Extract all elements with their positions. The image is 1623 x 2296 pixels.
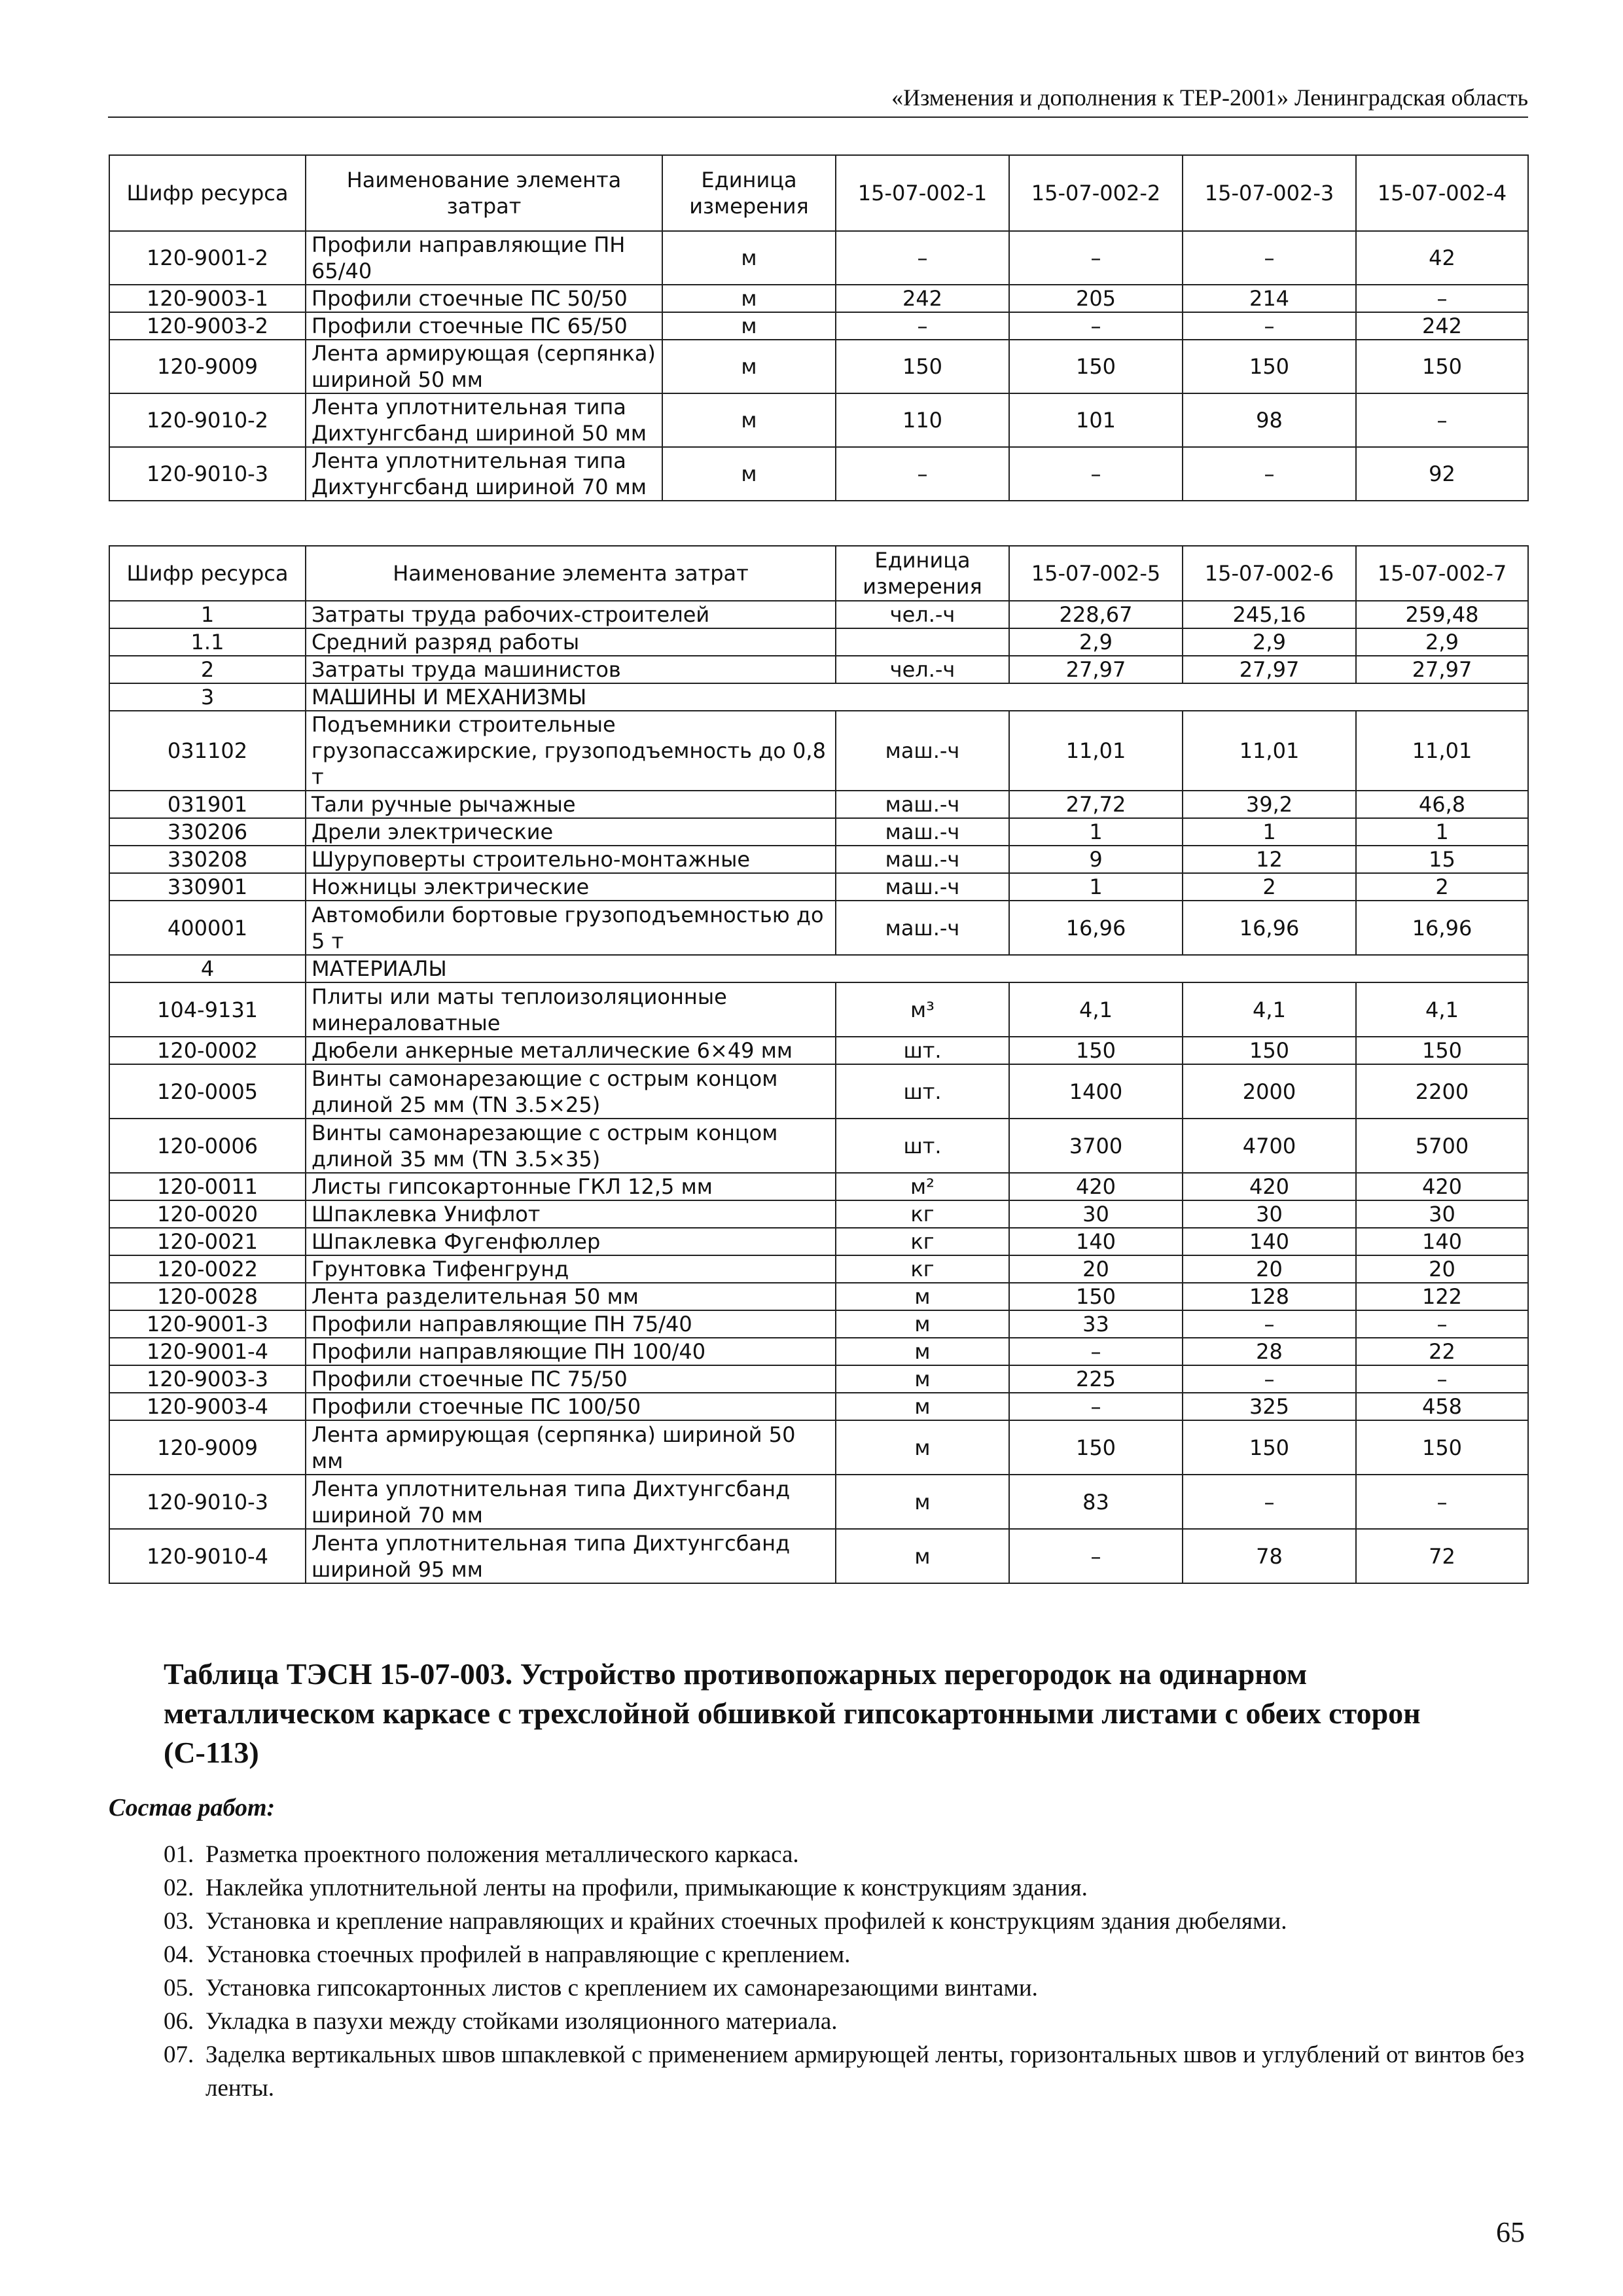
value-cell: 150 [1356,340,1528,393]
value-cell: 28 [1183,1338,1356,1365]
value-cell: 214 [1183,285,1356,312]
value-cell: 242 [836,285,1009,312]
resource-code-cell: 120-9001-4 [109,1338,306,1365]
resource-code-cell: 120-0020 [109,1200,306,1228]
cost-item-name-cell: Профили направляющие ПН 100/40 [306,1338,836,1365]
value-cell: 16,96 [1356,901,1528,955]
value-cell: – [1009,231,1183,285]
unit-cell: маш.-ч [836,901,1009,955]
resource-code-cell: 1 [109,601,306,628]
unit-cell: м [836,1338,1009,1365]
column-header: 15-07-002-7 [1356,546,1528,601]
value-cell: 2 [1183,873,1356,901]
table-header-row [109,155,1528,231]
table-row [109,1064,1528,1119]
unit-cell: м [836,1283,1009,1310]
resource-code-cell: 120-9009 [109,1420,306,1475]
step-number: 05. [164,1975,194,2001]
value-cell: 20 [1009,1255,1183,1283]
unit-cell: шт. [836,1119,1009,1173]
value-cell: 3700 [1009,1119,1183,1173]
value-cell: 420 [1009,1173,1183,1200]
cost-item-name-cell: Лента уплотнительная типа Дихтунгсбанд шириной 70 мм [306,447,662,501]
value-cell: 140 [1183,1228,1356,1255]
value-cell: 27,97 [1009,656,1183,683]
value-cell: 420 [1356,1173,1528,1200]
list-item [164,2005,1538,2038]
cost-item-name-cell: Лента армирующая (серпянка) шириной 50 мм [306,340,662,393]
resource-code-cell: 120-0006 [109,1119,306,1173]
table-row [109,393,1528,447]
cost-item-name-cell: Средний разряд работы [306,628,836,656]
table-row [109,955,1528,982]
table-row [109,340,1528,393]
running-header: «Изменения и дополнения к ТЕР-2001» Ленинградская область [108,84,1528,118]
cost-item-name-cell: Дюбели анкерные металлические 6×49 мм [306,1037,836,1064]
value-cell: – [1009,1529,1183,1583]
cost-item-name-cell: Профили стоечные ПС 75/50 [306,1365,836,1393]
resource-table-15-07-002-1-4 [109,154,1529,501]
unit-cell: м [662,340,836,393]
table-row [109,1529,1528,1583]
value-cell: 4,1 [1009,982,1183,1037]
unit-cell: шт. [836,1064,1009,1119]
cost-item-name-cell: Затраты труда рабочих-строителей [306,601,836,628]
table-row [109,1310,1528,1338]
cost-item-name-cell: Лента уплотнительная типа Дихтунгсбанд шириной 50 мм [306,393,662,447]
value-cell: 2200 [1356,1064,1528,1119]
value-cell: 150 [1356,1037,1528,1064]
value-cell: 4,1 [1356,982,1528,1037]
value-cell: 39,2 [1183,791,1356,818]
value-cell: 20 [1356,1255,1528,1283]
value-cell: 259,48 [1356,601,1528,628]
step-text: Установка стоечных профилей в направляющие с креплением. [205,1941,851,1968]
value-cell: 27,97 [1183,656,1356,683]
table-row [109,1393,1528,1420]
value-cell: – [1183,447,1356,501]
resource-code-cell: 120-9009 [109,340,306,393]
value-cell: 12 [1183,846,1356,873]
resource-code-cell: 120-0022 [109,1255,306,1283]
resource-code-cell: 330208 [109,846,306,873]
cost-item-name-cell: Лента армирующая (серпянка) шириной 50 мм [306,1420,836,1475]
value-cell: – [1009,1393,1183,1420]
list-item [164,1871,1538,1905]
value-cell: 325 [1183,1393,1356,1420]
table-row [109,982,1528,1037]
column-header: 15-07-002-4 [1356,155,1528,231]
value-cell: 11,01 [1183,711,1356,791]
table-row [109,818,1528,846]
cost-item-name-cell: Плиты или маты теплоизоляционные минераловатные [306,982,836,1037]
resource-code-cell: 120-9003-2 [109,312,306,340]
cost-item-name-cell: Лента разделительная 50 мм [306,1283,836,1310]
unit-cell: м [836,1529,1009,1583]
table-row [109,1228,1528,1255]
unit-cell: кг [836,1228,1009,1255]
value-cell: 150 [1183,1037,1356,1064]
cost-item-name-cell: Шпаклевка Фугенфюллер [306,1228,836,1255]
cost-item-name-cell: МАТЕРИАЛЫ [306,955,1528,982]
value-cell: 150 [1009,1283,1183,1310]
value-cell: – [1183,1365,1356,1393]
table-row [109,846,1528,873]
unit-cell: чел.-ч [836,601,1009,628]
list-item [164,1838,1538,1871]
value-cell: 205 [1009,285,1183,312]
resource-code-cell: 120-9010-3 [109,1475,306,1529]
list-item [164,1905,1538,1938]
unit-cell: м [662,285,836,312]
value-cell: – [1356,285,1528,312]
unit-cell: м [662,231,836,285]
value-cell: 30 [1009,1200,1183,1228]
resource-code-cell: 4 [109,955,306,982]
resource-code-cell: 120-9010-3 [109,447,306,501]
list-item [164,2038,1538,2105]
list-item [164,1971,1538,2005]
column-header: Единица измерения [836,546,1009,601]
unit-cell [836,628,1009,656]
step-number: 03. [164,1908,194,1935]
cost-item-name-cell: Винты самонарезающие с острым концом длиной 35 мм (TN 3.5×35) [306,1119,836,1173]
value-cell: 78 [1183,1529,1356,1583]
resource-code-cell: 120-9003-3 [109,1365,306,1393]
resource-table-15-07-002-5-7 [109,545,1529,1584]
step-text: Установка гипсокартонных листов с креплением их самонарезающими винтами. [205,1975,1038,2001]
value-cell: 1 [1183,818,1356,846]
table-row [109,285,1528,312]
resource-code-cell: 3 [109,683,306,711]
value-cell: 110 [836,393,1009,447]
unit-cell: кг [836,1255,1009,1283]
value-cell: – [1009,447,1183,501]
cost-item-name-cell: Затраты труда машинистов [306,656,836,683]
value-cell: 98 [1183,393,1356,447]
value-cell: 458 [1356,1393,1528,1420]
value-cell: – [836,312,1009,340]
value-cell: 16,96 [1009,901,1183,955]
value-cell: 33 [1009,1310,1183,1338]
value-cell: – [1356,1475,1528,1529]
value-cell: 72 [1356,1529,1528,1583]
step-text: Наклейка уплотнительной ленты на профили, примыкающие к конструкциям здания. [205,1874,1088,1901]
value-cell: 4,1 [1183,982,1356,1037]
resource-code-cell: 330206 [109,818,306,846]
value-cell: – [1183,1310,1356,1338]
value-cell: 83 [1009,1475,1183,1529]
resource-code-cell: 120-9010-4 [109,1529,306,1583]
table-row [109,628,1528,656]
step-number: 01. [164,1841,194,1868]
column-header: Наименование элемента затрат [306,546,836,601]
unit-cell: м [662,312,836,340]
step-text: Укладка в пазухи между стойками изоляционного материала. [205,2008,838,2035]
table-row [109,711,1528,791]
unit-cell: м [836,1310,1009,1338]
value-cell: 101 [1009,393,1183,447]
value-cell: 150 [1183,340,1356,393]
unit-cell: м [836,1393,1009,1420]
table-row [109,1119,1528,1173]
cost-item-name-cell: Грунтовка Тифенгрунд [306,1255,836,1283]
value-cell: – [1009,312,1183,340]
value-cell: – [1183,1475,1356,1529]
resource-code-cell: 120-0005 [109,1064,306,1119]
step-text: Разметка проектного положения металлического каркаса. [205,1841,799,1868]
resource-code-cell: 1.1 [109,628,306,656]
cost-item-name-cell: Профили стоечные ПС 50/50 [306,285,662,312]
resource-code-cell: 2 [109,656,306,683]
value-cell: 5700 [1356,1119,1528,1173]
column-header: 15-07-002-1 [836,155,1009,231]
table-row [109,1283,1528,1310]
value-cell: 150 [1009,1037,1183,1064]
value-cell: 9 [1009,846,1183,873]
resource-code-cell: 120-9003-4 [109,1393,306,1420]
resource-code-cell: 120-0021 [109,1228,306,1255]
resource-code-cell: 120-9003-1 [109,285,306,312]
value-cell: 245,16 [1183,601,1356,628]
cost-item-name-cell: Профили стоечные ПС 100/50 [306,1393,836,1420]
table-row [109,1365,1528,1393]
resource-code-cell: 400001 [109,901,306,955]
resource-code-cell: 120-0002 [109,1037,306,1064]
value-cell: – [836,231,1009,285]
unit-cell: маш.-ч [836,873,1009,901]
page-number: 65 [1496,2216,1525,2248]
value-cell: 140 [1356,1228,1528,1255]
table-row [109,873,1528,901]
work-steps-list [164,1838,1538,2105]
step-text: Заделка вертикальных швов шпаклевкой с применением армирующей ленты, горизонтальных швов и углублений от винтов без ленты. [205,2041,1525,2102]
step-number: 02. [164,1874,194,1901]
value-cell: 228,67 [1009,601,1183,628]
value-cell: 225 [1009,1365,1183,1393]
value-cell: 150 [1009,340,1183,393]
cost-item-name-cell: Профили направляющие ПН 65/40 [306,231,662,285]
step-number: 06. [164,2008,194,2035]
resource-code-cell: 031901 [109,791,306,818]
value-cell: 11,01 [1356,711,1528,791]
column-header: 15-07-002-3 [1183,155,1356,231]
value-cell: 27,72 [1009,791,1183,818]
section-title: Таблица ТЭСН 15-07-003. Устройство противопожарных перегородок на одинарном металлическом каркасе с трехслойной обшивкой гипсокартонными листами с обеих сторон (С-113) [164,1657,1421,1769]
value-cell: 1 [1356,818,1528,846]
resource-code-cell: 330901 [109,873,306,901]
table-row [109,601,1528,628]
resource-code-cell: 031102 [109,711,306,791]
value-cell: 1 [1009,818,1183,846]
unit-cell: кг [836,1200,1009,1228]
value-cell: – [836,447,1009,501]
value-cell: 27,97 [1356,656,1528,683]
table-row [109,1255,1528,1283]
value-cell: 11,01 [1009,711,1183,791]
unit-cell: м [836,1365,1009,1393]
value-cell: – [1009,1338,1183,1365]
column-header: Единица измерения [662,155,836,231]
value-cell: 92 [1356,447,1528,501]
column-header: Шифр ресурса [109,155,306,231]
column-header: 15-07-002-2 [1009,155,1183,231]
step-number: 07. [164,2041,194,2068]
cost-item-name-cell: МАШИНЫ И МЕХАНИЗМЫ [306,683,1528,711]
cost-item-name-cell: Тали ручные рычажные [306,791,836,818]
table-row [109,1420,1528,1475]
table-row [109,312,1528,340]
table-row [109,683,1528,711]
work-composition-heading: Состав работ: [109,1794,276,1821]
cost-item-name-cell: Листы гипсокартонные ГКЛ 12,5 мм [306,1173,836,1200]
unit-cell: маш.-ч [836,818,1009,846]
value-cell: 4700 [1183,1119,1356,1173]
unit-cell: маш.-ч [836,791,1009,818]
column-header: 15-07-002-5 [1009,546,1183,601]
unit-cell: м [836,1420,1009,1475]
resource-code-cell: 104-9131 [109,982,306,1037]
cost-item-name-cell: Шпаклевка Унифлот [306,1200,836,1228]
cost-item-name-cell: Профили стоечные ПС 65/50 [306,312,662,340]
value-cell: 46,8 [1356,791,1528,818]
table-row [109,1475,1528,1529]
value-cell: 242 [1356,312,1528,340]
unit-cell: маш.-ч [836,711,1009,791]
table-row [109,656,1528,683]
table-row [109,1200,1528,1228]
value-cell: 42 [1356,231,1528,285]
column-header: Наименование элемента затрат [306,155,662,231]
value-cell: 128 [1183,1283,1356,1310]
resource-code-cell: 120-9010-2 [109,393,306,447]
resource-code-cell: 120-0028 [109,1283,306,1310]
resource-code-cell: 120-9001-2 [109,231,306,285]
table-header-row [109,546,1528,601]
value-cell: 2,9 [1183,628,1356,656]
value-cell: – [1356,1365,1528,1393]
step-text: Установка и крепление направляющих и крайних стоечных профилей к конструкциям здания дюбелями. [205,1908,1287,1935]
value-cell: 140 [1009,1228,1183,1255]
resource-code-cell: 120-9001-3 [109,1310,306,1338]
unit-cell: м [836,1475,1009,1529]
value-cell: 122 [1356,1283,1528,1310]
value-cell: 150 [1183,1420,1356,1475]
cost-item-name-cell: Винты самонарезающие с острым концом длиной 25 мм (TN 3.5×25) [306,1064,836,1119]
value-cell: 2 [1356,873,1528,901]
column-header: Шифр ресурса [109,546,306,601]
unit-cell: маш.-ч [836,846,1009,873]
unit-cell: шт. [836,1037,1009,1064]
cost-item-name-cell: Дрели электрические [306,818,836,846]
cost-item-name-cell: Подъемники строительные грузопассажирские, грузоподъемность до 0,8 т [306,711,836,791]
value-cell: 420 [1183,1173,1356,1200]
column-header: 15-07-002-6 [1183,546,1356,601]
table-row [109,231,1528,285]
value-cell: 16,96 [1183,901,1356,955]
list-item [164,1938,1538,1971]
table-row [109,791,1528,818]
value-cell: 2,9 [1356,628,1528,656]
unit-cell: м [662,393,836,447]
value-cell: 30 [1356,1200,1528,1228]
value-cell: – [1356,393,1528,447]
table-row [109,1173,1528,1200]
table-row [109,447,1528,501]
cost-item-name-cell: Шуруповерты строительно-монтажные [306,846,836,873]
value-cell: 1400 [1009,1064,1183,1119]
cost-item-name-cell: Профили направляющие ПН 75/40 [306,1310,836,1338]
value-cell: 1 [1009,873,1183,901]
cost-item-name-cell: Лента уплотнительная типа Дихтунгсбанд шириной 95 мм [306,1529,836,1583]
unit-cell: м² [836,1173,1009,1200]
cost-item-name-cell: Ножницы электрические [306,873,836,901]
step-number: 04. [164,1941,194,1968]
value-cell: – [1183,231,1356,285]
value-cell: 2000 [1183,1064,1356,1119]
value-cell: 150 [836,340,1009,393]
value-cell: – [1183,312,1356,340]
value-cell: – [1356,1310,1528,1338]
unit-cell: м [662,447,836,501]
resource-code-cell: 120-0011 [109,1173,306,1200]
value-cell: 2,9 [1009,628,1183,656]
value-cell: 20 [1183,1255,1356,1283]
value-cell: 30 [1183,1200,1356,1228]
unit-cell: чел.-ч [836,656,1009,683]
value-cell: 22 [1356,1338,1528,1365]
table-row [109,1037,1528,1064]
value-cell: 150 [1356,1420,1528,1475]
cost-item-name-cell: Лента уплотнительная типа Дихтунгсбанд шириной 70 мм [306,1475,836,1529]
cost-item-name-cell: Автомобили бортовые грузоподъемностью до 5 т [306,901,836,955]
table-row [109,901,1528,955]
unit-cell: м³ [836,982,1009,1037]
value-cell: 15 [1356,846,1528,873]
value-cell: 150 [1009,1420,1183,1475]
table-row [109,1338,1528,1365]
